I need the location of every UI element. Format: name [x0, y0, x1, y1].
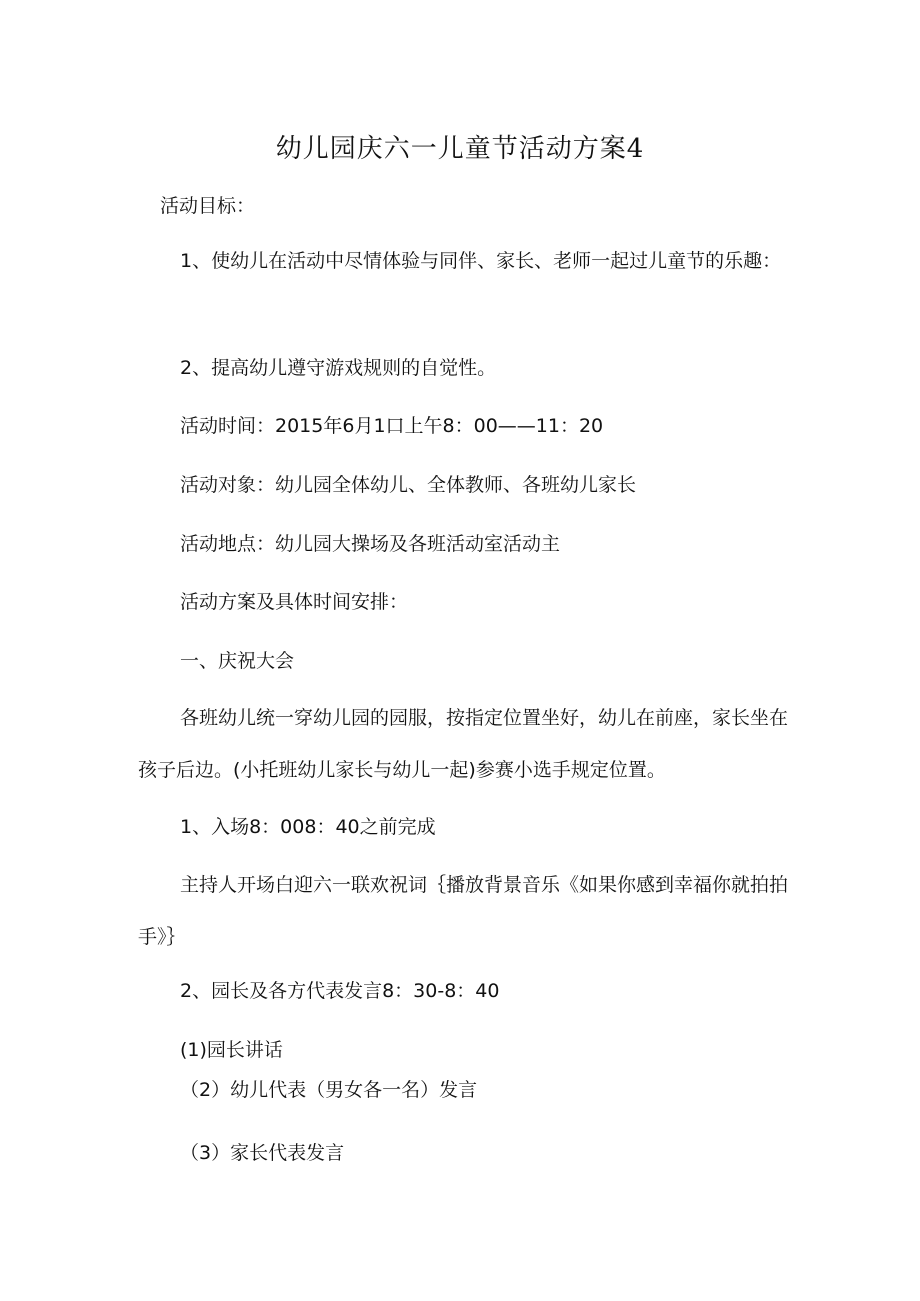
schedule-heading: 活动方案及具体时间安排：: [180, 591, 409, 613]
document-title: 幼儿园庆六一儿童节活动方案4: [275, 134, 645, 164]
activity-time: 活动时间：2015年6月1口上午8：00——11：20: [180, 415, 604, 437]
speech-parent-representative: （3）家长代表发言: [180, 1142, 345, 1164]
activity-location: 活动地点：幼儿园大操场及各班活动室活动主: [180, 533, 561, 555]
goal-item-1: 1、使幼儿在活动中尽情体验与同伴、家长、老师一起过儿童节的乐趣：: [180, 250, 782, 272]
section-heading-celebration: 一、庆祝大会: [180, 650, 295, 672]
speech-principal: (1)园长讲话: [180, 1039, 283, 1061]
activity-audience: 活动对象：幼儿园全体幼儿、全体教师、各班幼儿家长: [180, 474, 637, 496]
host-paragraph: 主持人开场白迎六一联欢祝词｛播放背景音乐《如果你感到幸福你就拍拍手》｝: [138, 874, 789, 948]
goal-item-2: 2、提高幼儿遵守游戏规则的自觉性。: [180, 357, 497, 379]
goal-heading: 活动目标：: [160, 195, 256, 217]
seating-paragraph: 各班幼儿统一穿幼儿园的园服，按指定位置坐好，幼儿在前座，家长坐在孩子后边。(小托班幼儿家长与幼儿一起)参赛小选手规定位置。: [138, 707, 789, 781]
speech-child-representative: （2）幼儿代表（男女各一名）发言: [180, 1079, 478, 1101]
speeches-item: 2、园长及各方代表发言8：30-8：40: [180, 980, 500, 1002]
entry-item: 1、入场8：008：40之前完成: [180, 816, 436, 838]
